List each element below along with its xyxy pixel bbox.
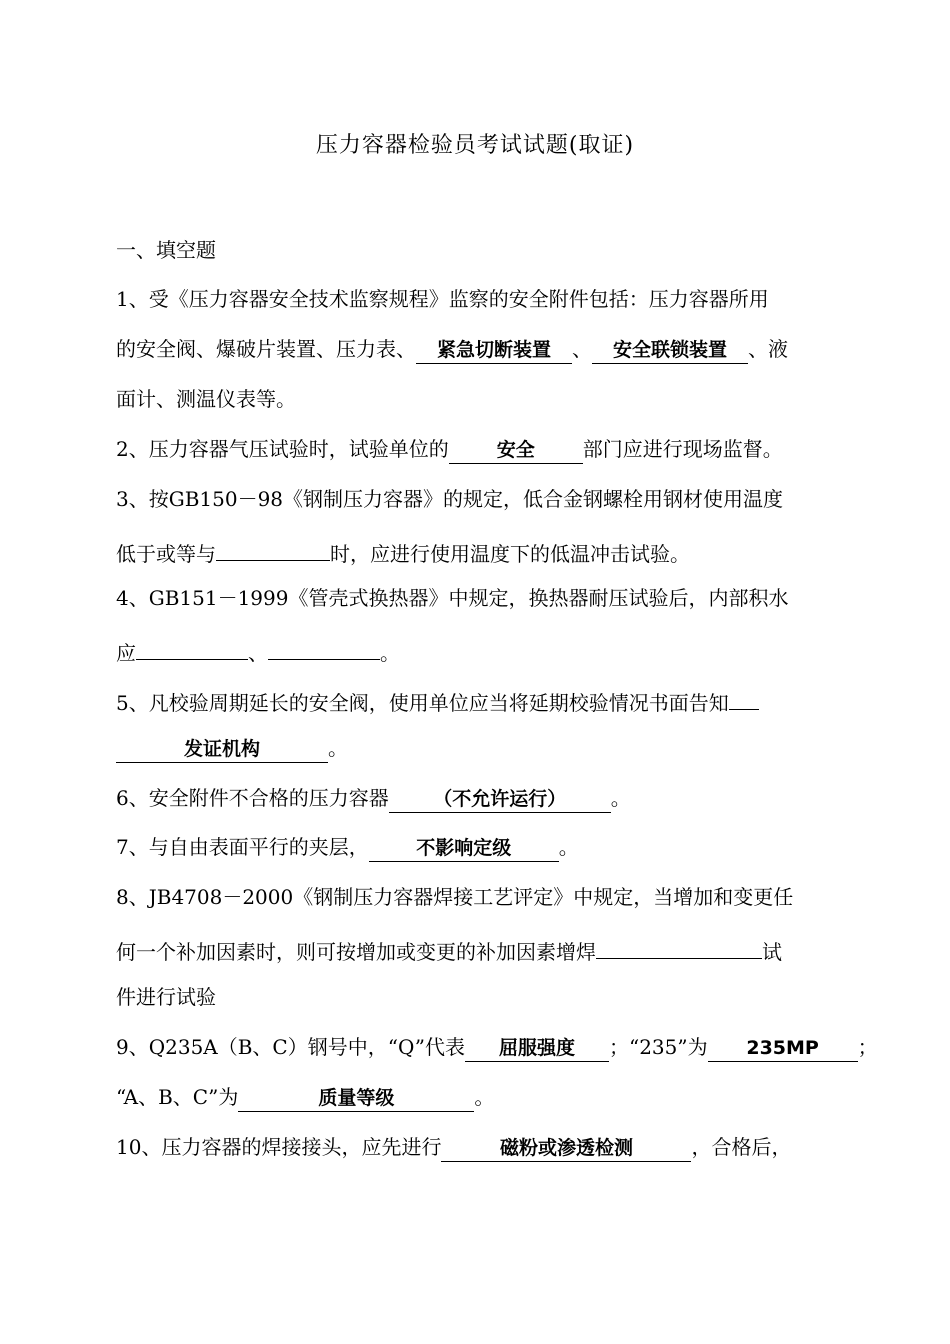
q1-answer-2: 安全联锁装置 [592, 337, 748, 364]
q9-answer-3: 质量等级 [238, 1085, 474, 1112]
q9-text-c: ； [857, 1035, 878, 1059]
q4-text-c: 。 [380, 641, 400, 665]
q6-line [116, 783, 631, 813]
q9-text-b: ；“235”为 [608, 1035, 708, 1059]
q5-answer: 发证机构 [116, 736, 328, 763]
q10-text-a: 10、压力容器的焊接接头，应先进行 [116, 1135, 442, 1159]
q8-text-a: 何一个补加因素时，则可按增加或变更的补加因素增焊 [116, 940, 596, 964]
q9-answer-1: 屈服强度 [465, 1035, 609, 1062]
q1-line2 [116, 334, 788, 364]
q1-text-a: 的安全阀、爆破片装置、压力表、 [116, 337, 416, 361]
q1-line1: 1、受《压力容器安全技术监察规程》监察的安全附件包括：压力容器所用 [116, 287, 769, 311]
q10-answer: 磁粉或渗透检测 [441, 1135, 691, 1162]
q4-blank-1 [136, 633, 248, 660]
q7-text-b: 。 [558, 835, 579, 859]
q3-blank [216, 534, 330, 561]
q9-answer-2: 235MP [708, 1035, 858, 1062]
q2-text-a: 2、压力容器气压试验时，试验单位的 [116, 437, 449, 461]
q4-line2 [116, 633, 400, 663]
q7-answer: 不影响定级 [369, 835, 559, 862]
q4-text-b: 、 [248, 641, 268, 665]
q1-text-c: 、液 [748, 337, 788, 361]
q6-text-b: 。 [610, 786, 631, 810]
page-title: 压力容器检验员考试试题(取证) [315, 133, 635, 158]
q9-line1 [116, 1032, 878, 1062]
q8-text-b: 试 [762, 940, 782, 964]
q9-line2 [116, 1082, 494, 1112]
q9-text-d: “A、B、C”为 [116, 1085, 239, 1109]
q10-line [116, 1132, 791, 1162]
q6-text-a: 6、安全附件不合格的压力容器 [116, 786, 389, 810]
q7-text-a: 7、与自由表面平行的夹层， [116, 835, 369, 859]
q9-text-a: 9、Q235A（B、C）钢号中，“Q”代表 [116, 1035, 465, 1059]
q1-line3: 面计、测温仪表等。 [116, 387, 296, 411]
q3-line1: 3、按GB150－98《钢制压力容器》的规定，低合金钢螺栓用钢材使用温度 [116, 487, 784, 511]
q4-line1: 4、GB151－1999《管壳式换热器》中规定，换热器耐压试验后，内部积水 [116, 586, 789, 610]
q5-text-b: 。 [328, 736, 348, 760]
q7-line [116, 832, 579, 862]
q8-blank [596, 932, 762, 959]
q1-text-b: 、 [572, 337, 592, 361]
q5-line1 [116, 683, 759, 713]
q4-text-a: 应 [116, 641, 136, 665]
q9-text-e: 。 [474, 1085, 495, 1109]
q3-text-a: 低于或等与 [116, 542, 216, 566]
q10-text-b: ，合格后， [691, 1135, 792, 1159]
q5-line2 [116, 733, 348, 763]
q2-answer: 安全 [449, 437, 583, 464]
q6-answer: （不允许运行） [389, 786, 611, 813]
q5-blank-start [729, 683, 759, 710]
q2-text-b: 部门应进行现场监督。 [582, 437, 783, 461]
q4-blank-2 [268, 633, 380, 660]
q1-answer-1: 紧急切断装置 [416, 337, 572, 364]
q3-line2 [116, 534, 690, 564]
section-heading: 一、填空题 [116, 238, 216, 262]
q5-text-a: 5、凡校验周期延长的安全阀，使用单位应当将延期校验情况书面告知 [116, 691, 729, 715]
q8-line2 [116, 932, 782, 962]
q8-line1: 8、JB4708－2000《钢制压力容器焊接工艺评定》中规定，当增加和变更任 [116, 885, 794, 909]
q2-line [116, 434, 783, 464]
q3-text-b: 时，应进行使用温度下的低温冲击试验。 [330, 542, 690, 566]
q8-line3: 件进行试验 [116, 985, 216, 1009]
